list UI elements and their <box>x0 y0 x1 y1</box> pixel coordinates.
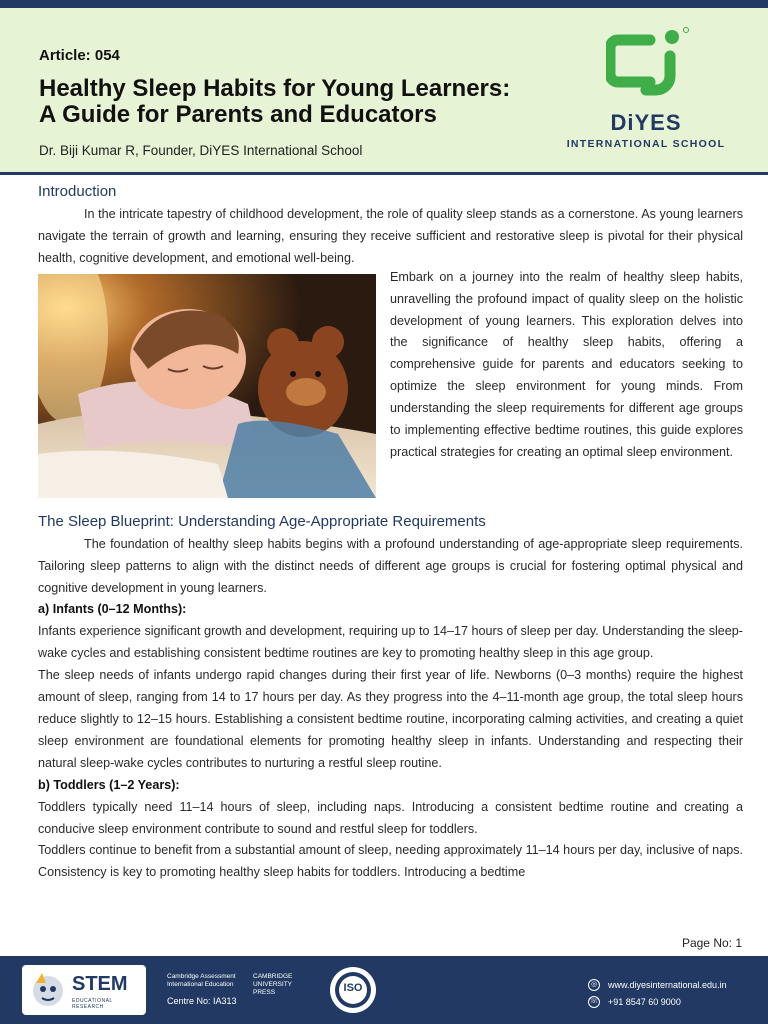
stem-mascot-icon <box>28 971 68 1009</box>
stem-label: STEM <box>72 973 128 995</box>
phone-number[interactable]: +91 8547 60 9000 <box>608 996 681 1007</box>
top-bar <box>0 0 768 8</box>
article-number: Article: 054 <box>39 47 120 64</box>
diyes-logo-mark-icon <box>606 26 694 106</box>
infants-paragraph-1: Infants experience significant growth and development, requiring up to 14–17 hours of sleep per day. Understanding the sleep-wake cycles and establishing consistent bedtime routines are key to promoting healthy sleep in this age group. <box>38 624 743 661</box>
globe-icon: ◎ <box>588 979 600 991</box>
toddlers-heading: b) Toddlers (1–2 Years): <box>38 777 180 792</box>
title-line-2: A Guide for Parents and Educators <box>39 101 437 128</box>
centre-number: Centre No: IA313 <box>167 996 237 1006</box>
blueprint-heading: The Sleep Blueprint: Understanding Age-Appropriate Requirements <box>38 512 486 530</box>
intro-paragraph-2: Embark on a journey into the realm of healthy sleep habits, unravelling the profound impact of quality sleep on the holistic development of young learners. This exploration delves into the significance of healthy sleep habits, offering a comprehensive guide for parents and educators seeking to optimize the sleep environment for young minds. From understanding the sleep requirements for different age groups to implementing effective bedtime routines, this guide explores practical strategies for creating an optimal sleep environment. <box>390 269 743 459</box>
school-logo <box>556 26 736 156</box>
stem-subtitle: EDUCATIONAL RESEARCH <box>72 998 113 1010</box>
article-title <box>39 76 599 128</box>
infants-paragraph-2: The sleep needs of infants undergo rapid changes during their first year of life. Newborns (0–3 months) require the highest amount of sleep, ranging from 14 to 17 hours per day. As they progress into the 4–11-month age group, the total sleep hours reduce slightly to 12–15 hours. Establishing a consistent bedtime routine, incorporating calming activities, and creating a quiet sleep environment are foundational elements for promoting healthy sleep in infants. Understanding and respecting their natural sleep-wake cycles contributes to nurturing a restful sleep routine. <box>38 668 743 770</box>
cambridge-assessment-label: Cambridge Assessment International Education <box>167 973 236 988</box>
phone-row[interactable] <box>588 993 727 1010</box>
infants-heading: a) Infants (0–12 Months): <box>38 602 187 617</box>
logo-name: DiYES <box>610 110 682 135</box>
intro-heading: Introduction <box>38 183 117 200</box>
stem-badge <box>22 965 146 1015</box>
contact-info <box>588 976 727 1010</box>
toddlers-paragraph-2: Toddlers continue to benefit from a substantial amount of sleep, needing approximately 11–14 hours per day, inclusive of naps. Consistency is key to promoting healthy sleep habits for toddlers. Introducing a bedtime <box>38 843 743 880</box>
author-line: Dr. Biji Kumar R, Founder, DiYES International School <box>39 143 363 158</box>
blueprint-section <box>38 510 743 885</box>
intro-paragraph-1: In the intricate tapestry of childhood development, the role of quality sleep stands as a cornerstone. As young learners navigate the terrain of growth and learning, ensuring they receive sufficient and restorative sleep is pivotal for their physical health, cognitive development, and emotional well-being. <box>38 207 743 265</box>
cambridge-press-label: CAMBRIDGE UNIVERSITY PRESS <box>253 973 293 996</box>
toddlers-paragraph-1: Toddlers typically need 11–14 hours of sleep, including naps. Introducing a consistent bedtime routine and creating a conducive sleep environment contribute to sound and restful sleep for toddlers. <box>38 799 743 836</box>
phone-icon: ☏ <box>588 996 600 1008</box>
website-link[interactable]: www.diyesinternational.edu.in <box>608 979 727 990</box>
iso-badge <box>329 966 377 1014</box>
sleeping-child-illustration <box>38 274 376 498</box>
page-footer <box>0 956 768 1024</box>
iso-label: ISO <box>343 982 363 994</box>
page-number: Page No: 1 <box>681 936 742 950</box>
article-header <box>0 8 768 175</box>
article-body <box>38 180 743 884</box>
blueprint-paragraph-1: The foundation of healthy sleep habits begins with a profound understanding of age-appropriate sleep requirements. Tailoring sleep patterns to align with the distinct needs of different age groups is crucial for fostering optimal physical and cognitive development in young learners. <box>38 536 743 595</box>
cambridge-logos <box>167 973 313 997</box>
sleeping-child-photo <box>38 274 376 498</box>
website-row[interactable] <box>588 976 727 993</box>
logo-subtitle: INTERNATIONAL SCHOOL <box>566 138 726 150</box>
title-line-1: Healthy Sleep Habits for Young Learners: <box>39 75 511 102</box>
intro-figure-row <box>38 270 743 504</box>
